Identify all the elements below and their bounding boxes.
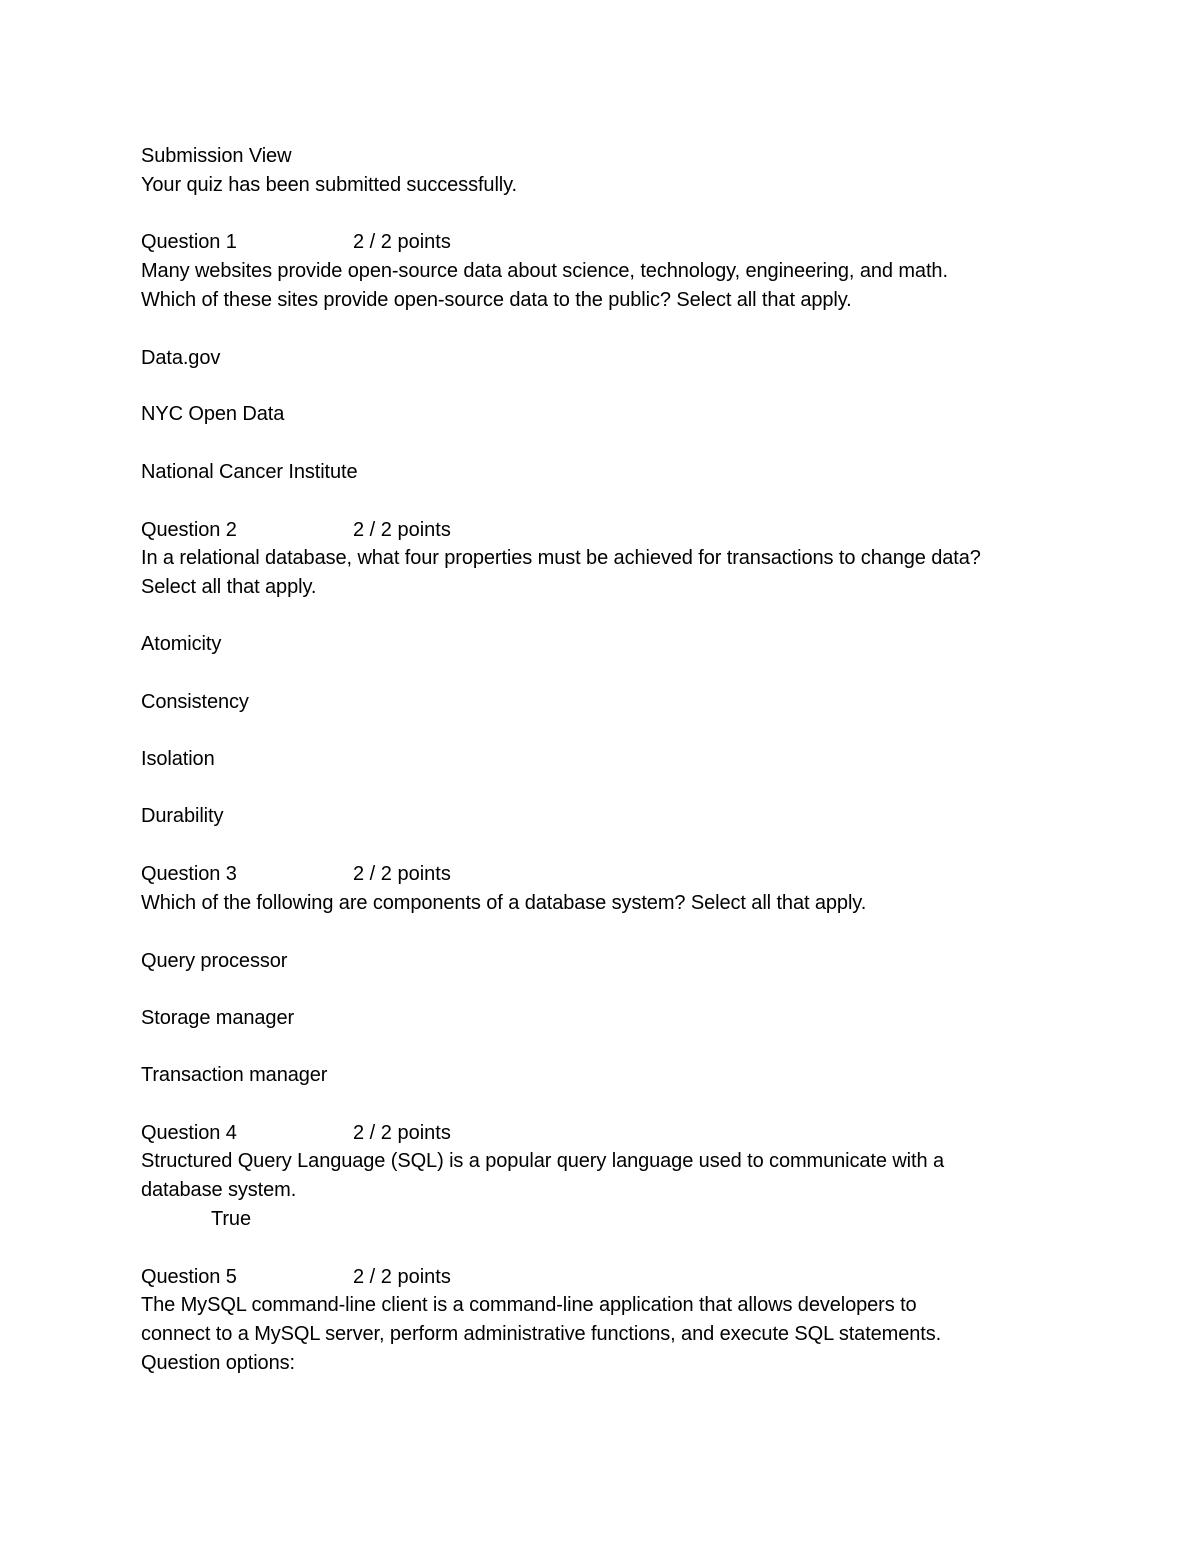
question-5-text-line-3: Question options:	[141, 1352, 295, 1374]
submission-status: Your quiz has been submitted successfully.	[141, 174, 518, 196]
question-4-points: 2 / 2 points	[353, 1122, 451, 1144]
question-3-answer: Storage manager	[141, 1007, 295, 1029]
question-3-points: 2 / 2 points	[353, 863, 451, 885]
question-1-text-line-2: Which of these sites provide open-source data to the public? Select all that apply.	[141, 289, 852, 311]
question-2-answer: Consistency	[141, 691, 249, 713]
question-2-points: 2 / 2 points	[353, 519, 451, 541]
question-4-label: Question 4	[141, 1122, 237, 1144]
question-3-answer: Query processor	[141, 950, 288, 972]
question-3-answer: Transaction manager	[141, 1064, 328, 1086]
question-2-answer: Atomicity	[141, 633, 222, 655]
question-1-label: Question 1	[141, 231, 237, 253]
question-5-text-line-2: connect to a MySQL server, perform administrative functions, and execute SQL statements.	[141, 1323, 942, 1345]
question-1-answer: National Cancer Institute	[141, 461, 358, 483]
question-2-answer: Isolation	[141, 748, 215, 770]
question-3-label: Question 3	[141, 863, 237, 885]
question-5-points: 2 / 2 points	[353, 1266, 451, 1288]
question-2-answer: Durability	[141, 805, 224, 827]
question-1-answer: NYC Open Data	[141, 403, 285, 425]
question-5-label: Question 5	[141, 1266, 237, 1288]
question-3-text-line-1: Which of the following are components of a database system? Select all that apply.	[141, 892, 867, 914]
question-1-text-line-1: Many websites provide open-source data about science, technology, engineering, and math.	[141, 260, 948, 282]
page-title: Submission View	[141, 145, 292, 167]
question-1-points: 2 / 2 points	[353, 231, 451, 253]
question-2-text-line-2: Select all that apply.	[141, 576, 317, 598]
question-2-label: Question 2	[141, 519, 237, 541]
question-5-text-line-1: The MySQL command-line client is a command-line application that allows developers to	[141, 1294, 917, 1316]
question-4-answer: True	[211, 1208, 251, 1230]
question-4-text-line-2: database system.	[141, 1179, 297, 1201]
question-4-text-line-1: Structured Query Language (SQL) is a popular query language used to communicate with a	[141, 1150, 944, 1172]
question-1-answer: Data.gov	[141, 347, 221, 369]
question-2-text-line-1: In a relational database, what four properties must be achieved for transactions to change data?	[141, 547, 981, 569]
